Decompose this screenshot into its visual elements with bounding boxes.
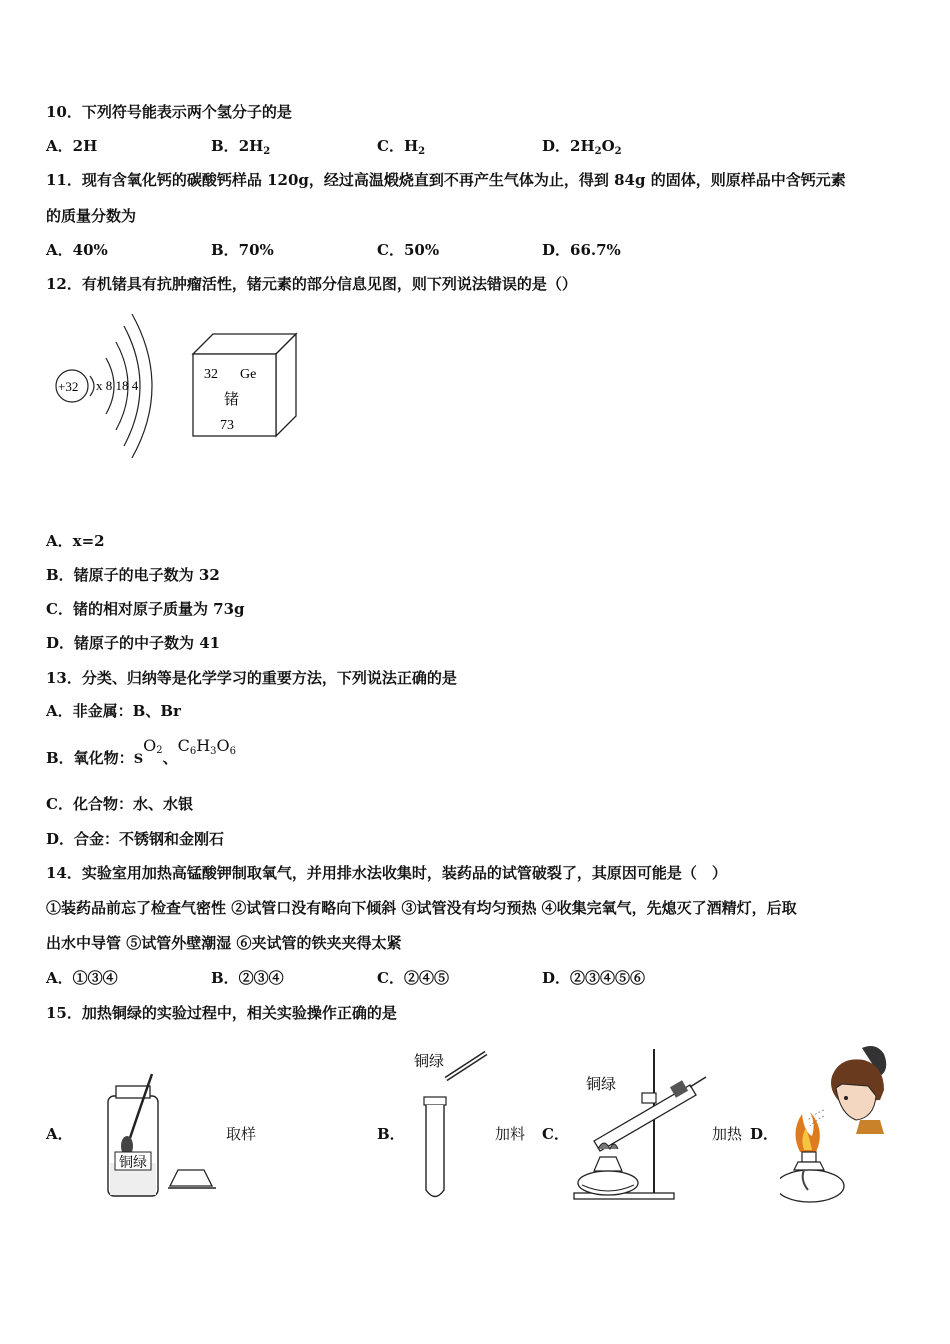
q11-option-d: D．66.7% bbox=[542, 241, 621, 259]
q15-label-a: A． bbox=[46, 1125, 73, 1143]
q14-option-c: C．②④⑤ bbox=[377, 969, 449, 987]
q15-text-c: 加热 bbox=[712, 1125, 743, 1143]
element-symbol: Ge bbox=[240, 367, 257, 382]
q14-option-d: D．②③④⑤⑥ bbox=[542, 969, 646, 987]
q15-label-b: B． bbox=[377, 1125, 405, 1143]
q15-label-d: D． bbox=[750, 1125, 779, 1143]
q11-option-c: C．50% bbox=[377, 241, 440, 259]
question-10-stem: 10．下列符号能表示两个氢分子的是 bbox=[46, 103, 292, 121]
q12-option-c: C．锗的相对原子质量为 73g bbox=[46, 600, 245, 618]
relative-atomic-mass: 73 bbox=[220, 418, 234, 433]
shell-arc-1 bbox=[90, 376, 94, 396]
shell-electron-label: x 8 18 4 bbox=[96, 378, 139, 393]
clamp bbox=[642, 1093, 656, 1103]
q10-option-b: B．$2H_2$ bbox=[211, 137, 271, 157]
reagent-label: 铜绿 bbox=[119, 1155, 147, 1171]
question-14-line3: 出水中导管 ⑤试管外壁潮湿 ⑥夹试管的铁夹夹得太紧 bbox=[46, 934, 402, 952]
collar bbox=[856, 1120, 884, 1134]
question-12-stem: 12．有机锗具有抗肿瘤活性，锗元素的部分信息见图，则下列说法错误的是（） bbox=[46, 275, 577, 293]
element-card-germanium bbox=[190, 330, 300, 440]
question-11-stem-line2: 的质量分数为 bbox=[46, 207, 137, 225]
q11-option-b: B．70% bbox=[211, 241, 274, 259]
q10-option-c: C．$H_2$ bbox=[377, 137, 426, 157]
question-15-stem: 15．加热铜绿的实验过程中，相关实验操作正确的是 bbox=[46, 1004, 397, 1022]
question-13-stem: 13．分类、归纳等是化学学习的重要方法，下列说法正确的是 bbox=[46, 669, 457, 687]
q13-option-c: C．化合物：水、水银 bbox=[46, 795, 193, 813]
q15-label-c: C． bbox=[542, 1125, 569, 1143]
q13-option-b: B．氧化物：$SO_2$、$C_6H_3O_6$ bbox=[46, 736, 237, 767]
q13-option-a: A．非金属：B、Br bbox=[46, 702, 181, 720]
nucleus-charge-label: +32 bbox=[58, 379, 79, 394]
q15-text-a: 取样 bbox=[226, 1125, 257, 1143]
face bbox=[836, 1084, 876, 1120]
q10-option-a: A．2H bbox=[46, 137, 98, 155]
test-tube-adding-figure bbox=[410, 1045, 495, 1205]
question-14-stem: 14．实验室用加热高锰酸钾制取氧气，并用排水法收集时，装药品的试管破裂了，其原因可能是（ ） bbox=[46, 864, 727, 882]
alcohol-lamp bbox=[780, 1170, 844, 1202]
q12-option-a: A．x=2 bbox=[46, 532, 105, 550]
q14-option-a: A．①③④ bbox=[46, 969, 118, 987]
q13-option-d: D．合金：不锈钢和金刚石 bbox=[46, 830, 225, 848]
q10-option-d: D．$2H_2O_2$ bbox=[542, 137, 622, 157]
question-11-stem-line1: 11．现有含氧化钙的碳酸钙样品 120g，经过高温煅烧直到不再产生气体为止，得到 84g 的固体，则原样品中含钙元素 bbox=[46, 171, 846, 189]
reagent-bottle-sampling-figure bbox=[100, 1068, 225, 1200]
q12-option-b: B．锗原子的电子数为 32 bbox=[46, 566, 220, 584]
element-name: 锗 bbox=[224, 390, 240, 408]
question-14-line2: ①装药品前忘了检查气密性 ②试管口没有略向下倾斜 ③试管没有均匀预热 ④收集完氧气，先熄灭了酒精灯，后取 bbox=[46, 899, 797, 917]
alcohol-lamp-neck bbox=[794, 1162, 824, 1170]
reagent-label: 铜绿 bbox=[586, 1075, 617, 1093]
q11-option-a: A．40% bbox=[46, 241, 108, 259]
q14-option-b: B．②③④ bbox=[211, 969, 284, 987]
q15-text-b: 加料 bbox=[495, 1125, 526, 1143]
bottle-stopper bbox=[170, 1170, 212, 1186]
test-tube bbox=[426, 1105, 444, 1197]
q12-option-d: D．锗原子的中子数为 41 bbox=[46, 634, 221, 652]
heating-apparatus-figure bbox=[570, 1045, 710, 1205]
atom-structure-diagram bbox=[50, 310, 170, 460]
reagent-label: 铜绿 bbox=[414, 1052, 445, 1070]
atomic-number: 32 bbox=[204, 367, 218, 382]
blowing-out-lamp-figure bbox=[780, 1040, 895, 1208]
alcohol-lamp-neck bbox=[594, 1157, 622, 1171]
